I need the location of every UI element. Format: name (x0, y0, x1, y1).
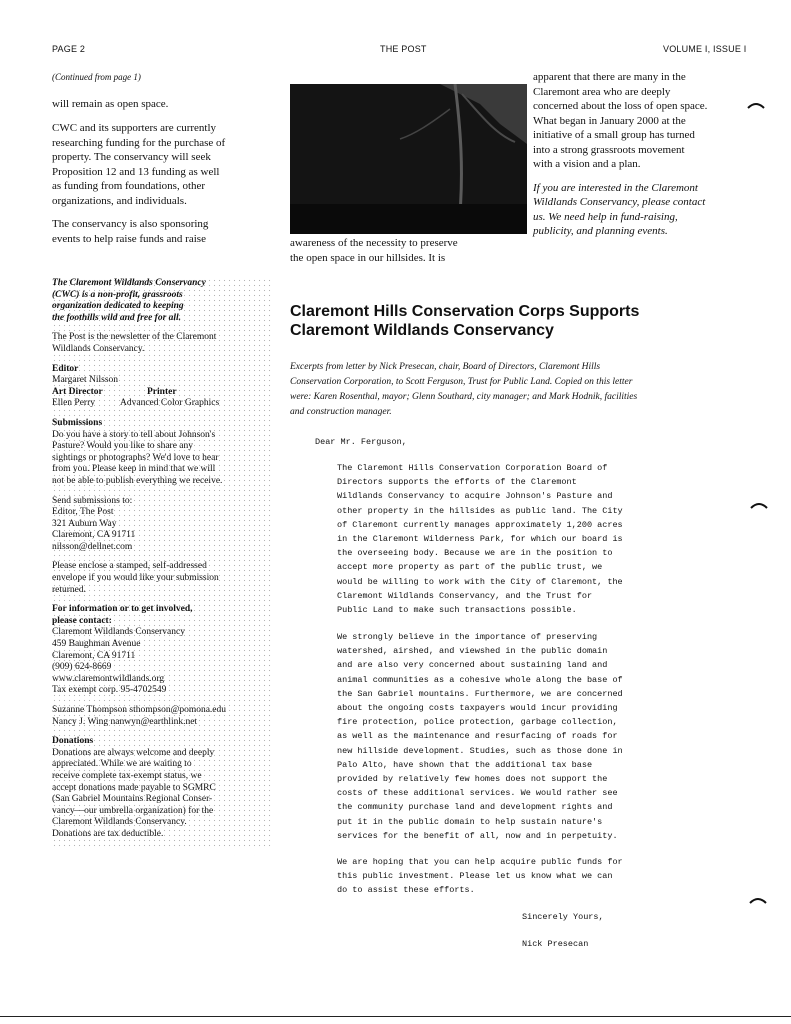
middle-column-text: awareness of the necessity to preserve the open space in our hillsides. It is (290, 237, 458, 264)
continued-note: (Continued from page 1) (52, 72, 141, 82)
envelope-note: Please enclose a stamped, self-addressed envelope if you would like your submission returned. (52, 561, 219, 595)
tree-silhouette-image (290, 84, 527, 234)
page-bottom-rule (0, 1016, 791, 1017)
donations-block: Donations Donations are always welcome and deeply appreciated. While we are waiting to receive complete tax-exempt status, we accept donations made payable to SGMRC (San Gabriel Mountains Regional Conser- vancy—our umbrella organization) for the Claremont Wildlands Conservancy. Donations are tax deductible. (52, 736, 216, 839)
letter-paragraph-3: We are hoping that you can help acquire public funds for this public investment. Please let us know what we can do to assist these efforts. (337, 857, 623, 896)
page-number: PAGE 2 (52, 44, 86, 54)
scan-crease-mark (749, 895, 767, 905)
left-column (52, 70, 277, 246)
scan-crease-mark (750, 500, 768, 510)
newsletter-note: The Post is the newsletter of the Claremont Wildlands Conservancy. (52, 332, 217, 354)
about-cwc: The Claremont Wildlands Conservancy (CWC) is a non-profit, grassroots organization dedicated to keeping the foothills wild and free for all. (52, 278, 206, 323)
right-column: apparent that there are many in the Claremont area who are deeply concerned about the loss of open space. What began in January 2000 at the initiative of a small group has turned into a strong grassroots movement with a vision and a plan. If you are interested in the Claremont Wildlands Conservancy, please contact us. We need help in fund-raising, publicity, and planning events. (533, 70, 763, 239)
editor-email: nilsson@dellnet.com (52, 541, 133, 552)
left-para-1: will remain as open space. (52, 97, 169, 110)
contact-people: Suzanne Thompson sthompson@pomona.edu Nancy J. Wing nanwyn@earthlink.net (52, 705, 227, 727)
letter-paragraph-2: We strongly believe in the importance of preserving watershed, airshed, and viewshed in the public domain and are also very concerned about sustaining land and animal communities as a cohesive whole along the base of the San Gabriel mountains. Furthermore, we are concerned about the ongoing costs taxpayers would incur providing fire protection, police protection, garbage collection, as well as the maintenance and resurfacing of roads for new hillside development. Studies, such as those done in Palo Alto, have shown that the additional tax base provided by relatively few homes does not support the costs of these additional services. We would rather see the community purchase land and development rights and put it in the public domain to help sustain nature's services for the benefit of all, now and in perpetuity. (337, 632, 623, 841)
letter-signature: Nick Presecan (522, 939, 589, 949)
volunteer-appeal: If you are interested in the Claremont Wildlands Conservancy, please contact us. We need help in fund-raising, publicity, and planning events. (533, 181, 706, 237)
volume-issue: VOLUME I, ISSUE I (663, 44, 747, 54)
staff-credits: Editor Margaret Nilsson Art Director Printer Ellen Perry Advanced Color Graphics (52, 363, 220, 409)
letter-paragraph-1: The Claremont Hills Conservation Corporation Board of Directors supports the efforts of the Claremont Wildlands Conservancy to acquire Johnson's Pasture and other property in the hillsides as public land. The City of Claremont currently manages approximately 1,200 acres in the Claremont Wilderness Park, for which our board is the overseeing body. Because we are in the position to accept more property as part of the public trust, we would be willing to work with the City of Claremont, the Claremont Wildlands Conservancy, and the Trust for Public Land to make such transactions possible. (337, 463, 623, 616)
article-headline: Claremont Hills Conservation Corps Supports Claremont Wildlands Conservancy (290, 303, 640, 339)
submission-address: Send submissions to: Editor, The Post 321 Auburn Way Claremont, CA 91711 nilsson@dellnet.com (52, 495, 136, 552)
scan-crease-mark (747, 100, 765, 110)
hillside-photo (290, 84, 527, 234)
left-para-3: The conservancy is also sponsoring events to help raise funds and raise (52, 218, 209, 245)
publication-name: THE POST (380, 44, 427, 54)
masthead-sidebar (52, 278, 272, 849)
letter-salutation: Dear Mr. Ferguson, (315, 437, 407, 447)
contact-block: For information or to get involved, please contact: Claremont Wildlands Conservancy 459 Baughman Avenue Claremont, CA 91711 (909) 624-8669 www.claremontwildlands.org Tax exempt corp. 95-4702549 (52, 604, 193, 696)
article-excerpt-note: Excerpts from letter by Nick Presecan, chair, Board of Directors, Claremont Hills Conservation Corporation, to Scott Ferguson, Trust for Public Land. Copied on this letter were: Karen Rosenthal, mayor; Glenn Southard, city manager; and Mark Hodnik, facilities and construction manager. (290, 362, 638, 417)
submissions-block: Submissions Do you have a story to tell about Johnson's Pasture? Would you like to share any sightings or photographs? We'd love to hear from you. Please keep in mind that we will not be able to publish everything we receive. (52, 417, 223, 486)
website-url: www.claremontwildlands.org (52, 673, 165, 684)
letter-closing: Sincerely Yours, (522, 912, 604, 922)
left-para-2: CWC and its supporters are currently researching funding for the purchase of property. The conservancy will seek Proposition 12 and 13 funding as well as funding from foundations, other organizations, and individuals. (52, 122, 226, 207)
